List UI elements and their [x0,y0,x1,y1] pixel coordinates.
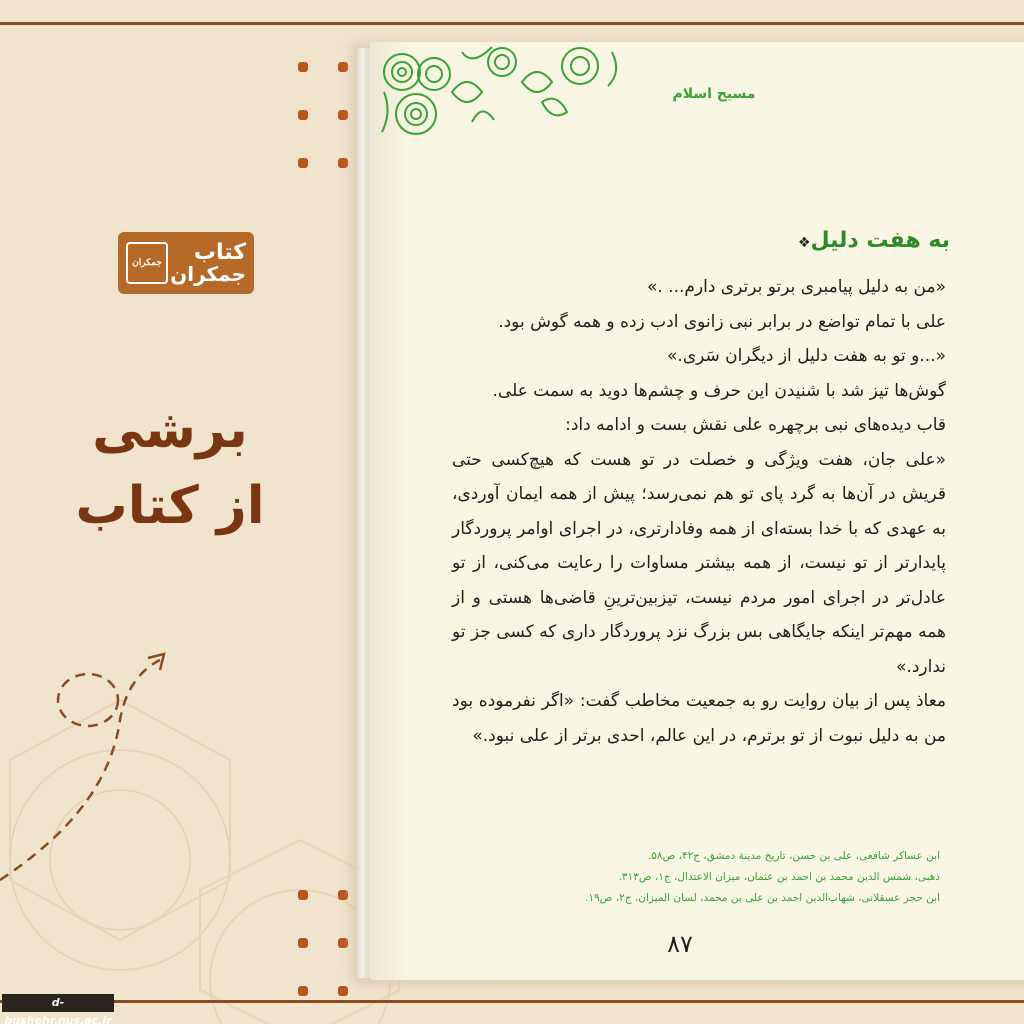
footnote: ذهبی، شمس الدین محمد بن احمد بن عثمان، میزان الاعتدال، ج۱، ص۳۱۳. [618,871,940,883]
footnotes [520,846,940,909]
dot [298,986,308,996]
top-divider [0,22,1024,25]
floral-ornament-icon [372,42,642,142]
page-number: ۸۷ [667,930,693,958]
headline [60,392,280,544]
dot [298,62,308,72]
headline-line-1: برشی [92,400,248,460]
publisher-logo [118,232,254,294]
dot [338,110,348,120]
running-head: مسیح اسلام [672,86,756,102]
dashed-arrow-icon [0,640,200,900]
diamond-bullet-icon: ❖ [797,235,811,251]
logo-mark-icon: جمکران [126,242,168,284]
section-title-text: به هفت دلیل [810,228,950,253]
bottom-divider [0,1000,1024,1003]
logo-text [170,241,246,285]
headline-line-2: از کتاب [75,476,265,536]
footnote: ابن حجر عسقلانی، شهاب‌الدین احمد بن علی بن محمد، لسان المیزان، ج۲، ص۱۹. [585,892,940,904]
dot [338,986,348,996]
section-title [700,228,950,253]
dot [298,158,308,168]
dot [338,938,348,948]
paragraph: معاذ پس از بیان روایت رو به جمعیت مخاطب گفت: «اگر نفرموده بود من به دلیل نبوت از تو برترم، در این عالم، احدی برتر از علی نبود.» [452,691,946,746]
dot [298,890,308,900]
dot [298,110,308,120]
dot [338,890,348,900]
site-watermark: d-bushehr.nus.ac.ir [2,994,114,1012]
dot [338,62,348,72]
dot [298,938,308,948]
paragraph: «من به دلیل پیامبری برتو برتری دارم... .» [646,277,946,297]
body-text [452,270,946,753]
dots-decoration-bottom [298,890,348,996]
paragraph: «علی جان، هفت ویژگی و خصلت در تو هست که هیچ‌کسی حتی قریش در آن‌ها به گرد پای تو هم نمی‌رسد؛ پیش از همه ایمان آوردی، به عهدی که با خدا بسته‌ای از همه وفادارتری، در اجرای اوامر پروردگار پایدارتر از تو نیست، از همه بیشتر مساوات را رعایت می‌کنی، از تو عادل‌تر در اجرای امور مردم نیست، تیزبین‌ترینِ قاضی‌ها هستی و از همه مهم‌تر اینکه جایگاهی بس بزرگ نزد پروردگار داری که کسی جز تو ندارد.» [452,449,946,677]
footnote: ابن عساکر شافعی، علی بن حسن، تاریخ مدینة دمشق، ج۴۲، ص۵۸. [647,850,940,862]
logo-line-2: جمکران [170,262,246,287]
paragraph: گوش‌ها تیز شد با شنیدن این حرف و چشم‌ها دوید به سمت علی. [492,380,946,401]
paragraph: «...و تو به هفت دلیل از دیگران سَری.» [667,346,946,366]
paragraph: علی با تمام تواضع در برابر نبی زانوی ادب زده و همه گوش بود. [498,311,946,332]
dot [338,158,348,168]
logo-line-1: کتاب [193,239,246,265]
dots-decoration-top [298,62,348,168]
paragraph: قاب دیده‌های نبی برچهره علی نقش بست و ادامه داد: [565,415,946,435]
